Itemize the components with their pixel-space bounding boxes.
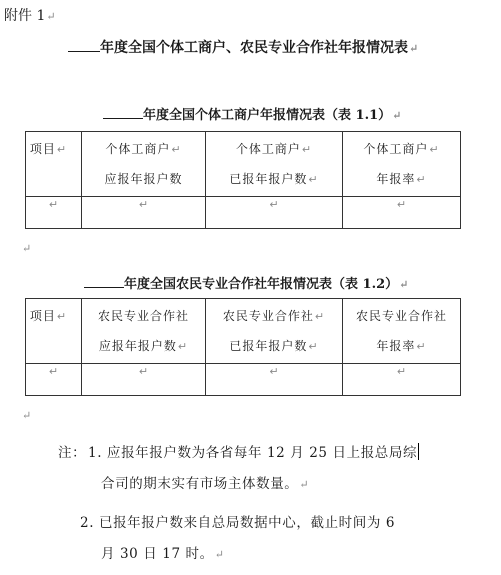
header-cell bbox=[343, 299, 461, 364]
paragraph-mark-icon: ↵ bbox=[399, 278, 409, 291]
note-1-line-2 bbox=[101, 472, 309, 492]
table1-title bbox=[103, 104, 401, 123]
header-cell bbox=[206, 299, 343, 364]
paragraph-mark-icon: ↵ bbox=[269, 365, 280, 378]
paragraph-mark-icon: ↵ bbox=[396, 365, 408, 378]
year-blank bbox=[68, 39, 100, 52]
note-2-line-2 bbox=[101, 542, 225, 562]
header-text: 已报年报户数 bbox=[229, 172, 308, 186]
paragraph-mark-icon: ↵ bbox=[48, 365, 60, 378]
paragraph-mark-icon: ↵ bbox=[171, 143, 182, 156]
header-text: 个体工商户 bbox=[105, 142, 171, 156]
table-cell[interactable] bbox=[82, 364, 206, 396]
paragraph-mark-icon: ↵ bbox=[56, 310, 68, 323]
paragraph-mark-icon: ↵ bbox=[48, 198, 60, 211]
document-title-text: 年度全国个体工商户、农民专业合作社年报情况表 bbox=[100, 40, 408, 56]
paragraph-mark-icon: ↵ bbox=[299, 478, 310, 491]
table2 bbox=[25, 298, 461, 396]
document-title bbox=[68, 37, 418, 57]
table-cell[interactable] bbox=[206, 364, 343, 396]
header-text: 年报率 bbox=[376, 172, 416, 186]
notes-label: 注： bbox=[58, 445, 87, 461]
table2-title-text: 年度全国农民专业合作社年报情况表（表 1.2） bbox=[124, 277, 399, 292]
paragraph-mark-icon: ↵ bbox=[392, 109, 402, 122]
header-text: 农民专业合作社 bbox=[97, 309, 189, 323]
paragraph-mark-icon: ↵ bbox=[177, 340, 189, 353]
header-text: 项目 bbox=[29, 309, 56, 323]
table2-title bbox=[84, 273, 408, 292]
table-cell[interactable] bbox=[82, 197, 206, 229]
header-cell bbox=[26, 299, 82, 364]
header-text: 已报年报户数 bbox=[229, 339, 308, 353]
paragraph-mark-icon: ↵ bbox=[138, 365, 150, 378]
paragraph-mark-icon: ↵ bbox=[416, 173, 427, 186]
header-text: 应报年报户数 bbox=[104, 172, 183, 186]
header-text: 农民专业合作社 bbox=[355, 309, 447, 323]
note-text: 月 30 日 17 时。 bbox=[101, 546, 214, 562]
paragraph-mark-icon: ↵ bbox=[46, 10, 56, 23]
header-text: 年报率 bbox=[376, 339, 416, 353]
paragraph-mark-icon: ↵ bbox=[416, 340, 427, 353]
table-cell[interactable] bbox=[343, 197, 461, 229]
header-text: 个体工商户 bbox=[235, 142, 301, 156]
table-header-row bbox=[26, 132, 461, 197]
note-2-line-1: 2. 已报年报户数来自总局数据中心，截止时间为 6 bbox=[80, 515, 396, 531]
paragraph-mark-icon: ↵ bbox=[396, 198, 408, 211]
header-cell bbox=[206, 132, 343, 197]
header-text: 农民专业合作社 bbox=[222, 309, 314, 323]
table1 bbox=[25, 131, 461, 229]
paragraph-mark-icon: ↵ bbox=[314, 310, 326, 323]
note-text: 合司的期末实有市场主体数量。 bbox=[101, 476, 299, 492]
paragraph-mark-icon: ↵ bbox=[214, 548, 225, 561]
table-cell[interactable] bbox=[206, 197, 343, 229]
table-cell[interactable] bbox=[26, 364, 82, 396]
note-text: 1. 应报年报户数为各省每年 12 月 25 日上报总局综 bbox=[88, 445, 418, 461]
attachment-label bbox=[4, 5, 56, 25]
paragraph-mark-icon: ↵ bbox=[429, 143, 440, 156]
header-cell bbox=[26, 132, 82, 197]
paragraph-mark-icon: ↵ bbox=[56, 143, 68, 156]
paragraph-mark-icon: ↵ bbox=[138, 198, 150, 211]
paragraph-mark-icon: ↵ bbox=[409, 42, 419, 55]
table-row bbox=[26, 364, 461, 396]
table-row bbox=[26, 197, 461, 229]
paragraph-mark-icon: ↵ bbox=[22, 242, 32, 255]
paragraph-mark-icon: ↵ bbox=[308, 173, 319, 186]
table-header-row bbox=[26, 299, 461, 364]
year-blank bbox=[84, 275, 124, 288]
table-cell[interactable] bbox=[26, 197, 82, 229]
header-cell bbox=[82, 132, 206, 197]
header-cell bbox=[343, 132, 461, 197]
header-cell bbox=[82, 299, 206, 364]
attachment-text: 附件 1 bbox=[4, 8, 46, 24]
paragraph-mark-icon: ↵ bbox=[308, 340, 319, 353]
header-text: 应报年报户数 bbox=[98, 339, 177, 353]
header-text: 个体工商户 bbox=[363, 142, 429, 156]
paragraph-mark-icon: ↵ bbox=[22, 409, 32, 422]
table-cell[interactable] bbox=[343, 364, 461, 396]
note-1-line-1 bbox=[88, 441, 419, 461]
table1-title-text: 年度全国个体工商户年报情况表（表 1.1） bbox=[143, 108, 392, 123]
text-cursor bbox=[418, 443, 419, 460]
header-text: 项目 bbox=[29, 142, 56, 156]
paragraph-mark-icon: ↵ bbox=[269, 198, 280, 211]
year-blank bbox=[103, 106, 143, 119]
paragraph-mark-icon: ↵ bbox=[301, 143, 313, 156]
